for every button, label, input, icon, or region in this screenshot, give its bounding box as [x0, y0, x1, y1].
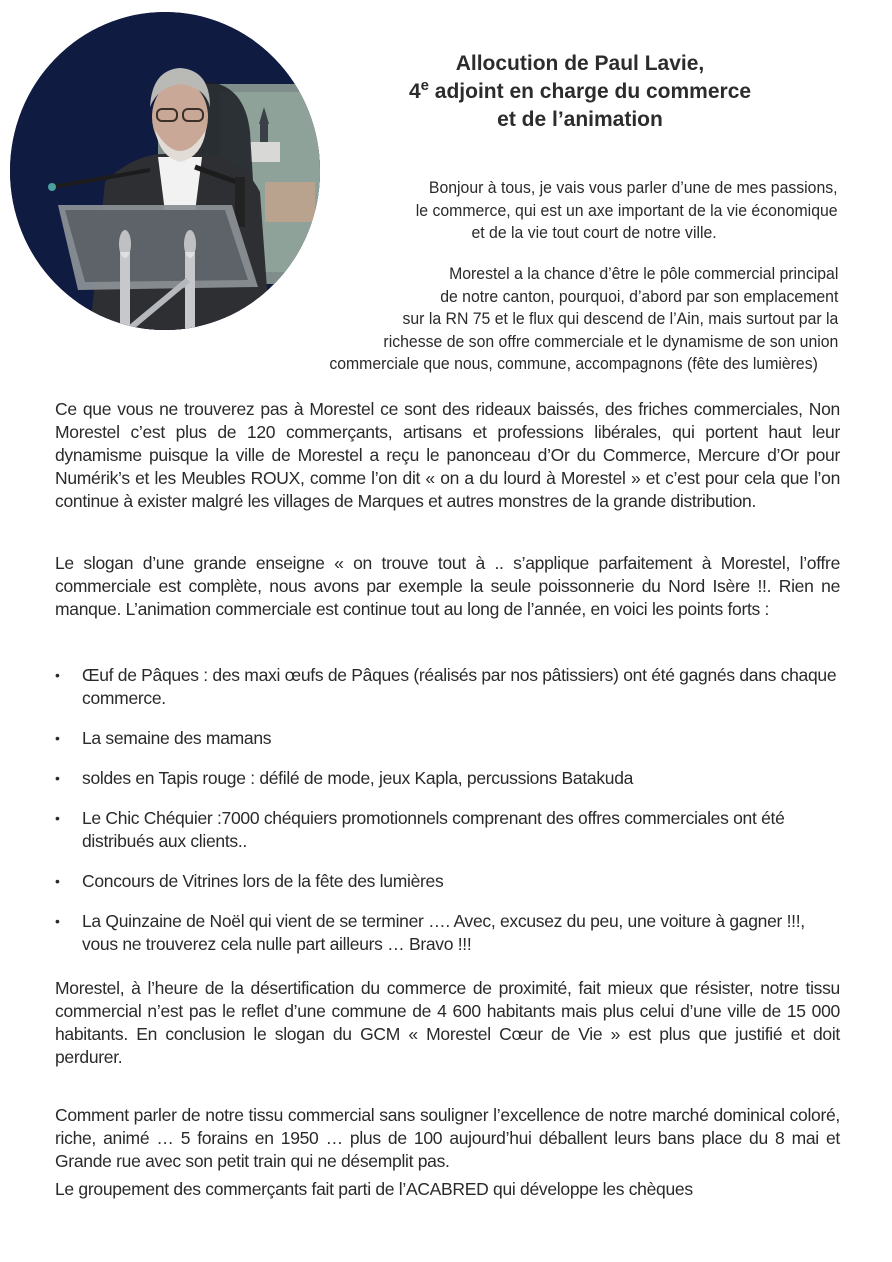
bullet-icon: •	[55, 770, 60, 786]
intro-line: le commerce, qui est un axe important de la vie économique	[416, 200, 838, 220]
list-item-text: soldes en Tapis rouge : défilé de mode, jeux Kapla, percussions Batakuda	[82, 768, 634, 788]
intro-line: et de la vie tout court de notre ville.	[471, 223, 718, 242]
bullet-icon: •	[55, 730, 60, 746]
paragraph-market: Comment parler de notre tissu commercial sans souligner l’excellence de notre marché dominical coloré, riche, animé … 5 forains en 1950 … plus de 100 aujourd’hui déballent leurs bans place du 8 mai et Grande rue avec son petit train qui ne désemplit pas.	[55, 1105, 840, 1171]
bullet-icon: •	[55, 667, 60, 683]
paragraph-acabred: Le groupement des commerçants fait parti de l’ACABRED qui développe les chèques	[55, 1179, 693, 1199]
paragraph-no-empty-shops: Ce que vous ne trouverez pas à Morestel ce sont des rideaux baissés, des friches commerciales, Non Morestel c’est plus de 120 commerçants, artisans et professions libérales, qui portent haut leur dynamisme puisque la ville de Morestel a reçu le panonceau d’Or du Commerce, Mercure d’Or pour Numérik’s et les Meubles ROUX, comme l’on dit « on a du lourd à Morestel » et c’est pour cela que l’on continue à exister malgré les villages de Marques et autres monstres de la grande distribution.	[55, 399, 840, 511]
title-ordinal-number: 4	[408, 80, 421, 103]
bullet-icon: •	[55, 913, 60, 929]
page-title	[330, 50, 830, 134]
list-item-text: Le Chic Chéquier :7000 chéquiers promotionnels comprenant des offres commerciales ont été distribués aux clients..	[82, 808, 785, 851]
intro-paragraph-2	[329, 263, 838, 376]
list-item	[55, 664, 840, 710]
list-item-text: La semaine des mamans	[82, 728, 272, 748]
paragraph-conclusion: Morestel, à l’heure de la désertification du commerce de proximité, fait mieux que résister, notre tissu commercial n’est pas le reflet d’une commune de 4 600 habitants mais plus celui d’une ville de 15 000 habitants. En conclusion le slogan du GCM « Morestel Cœur de Vie » est plus que justifié et doit perdurer.	[55, 978, 840, 1067]
list-item	[55, 727, 840, 750]
bullet-icon: •	[55, 873, 60, 889]
highlights-list	[55, 664, 840, 973]
list-item-text: Œuf de Pâques : des maxi œufs de Pâques (réalisés par nos pâtissiers) ont été gagnés dans chaque commerce.	[82, 665, 837, 708]
intro-line: richesse de son offre commerciale et le dynamisme de son union	[383, 331, 838, 351]
list-item-text: Concours de Vitrines lors de la fête des lumières	[82, 871, 444, 891]
title-ordinal-suffix: e	[420, 77, 429, 94]
bullet-icon: •	[55, 810, 60, 826]
title-line-2-text: adjoint en charge du commerce	[428, 80, 752, 103]
speaker-photo-illustration	[10, 12, 320, 330]
list-item	[55, 807, 840, 853]
speaker-photo	[10, 12, 320, 330]
intro-line: de notre canton, pourquoi, d’abord par son emplacement	[439, 286, 838, 306]
title-line-1: Allocution de Paul Lavie,	[455, 52, 705, 75]
title-line-3: et de l’animation	[497, 108, 663, 131]
list-item-text: La Quinzaine de Noël qui vient de se terminer …. Avec, excusez du peu, une voiture à gagner !!!, vous ne trouverez cela nulle part ailleurs … Bravo !!!	[82, 911, 805, 954]
list-item	[55, 910, 840, 956]
intro-paragraph-1	[416, 177, 838, 245]
intro-line: commerciale que nous, commune, accompagnons (fête des lumières)	[328, 354, 818, 373]
intro-line: Bonjour à tous, je vais vous parler d’une de mes passions,	[429, 178, 838, 197]
list-item	[55, 767, 840, 790]
intro-line: Morestel a la chance d’être le pôle commercial principal	[448, 264, 838, 283]
list-item	[55, 870, 840, 893]
intro-line: sur la RN 75 et le flux qui descend de l’Ain, mais surtout par la	[402, 309, 838, 328]
title-line-2	[330, 78, 830, 106]
paragraph-slogan: Le slogan d’une grande enseigne « on trouve tout à .. s’applique parfaitement à Morestel, l’offre commerciale est complète, nous avons par exemple la seule poissonnerie du Nord Isère !!. Rien ne manque. L’animation commerciale est continue tout au long de l’année, en voici les points forts :	[55, 553, 840, 619]
